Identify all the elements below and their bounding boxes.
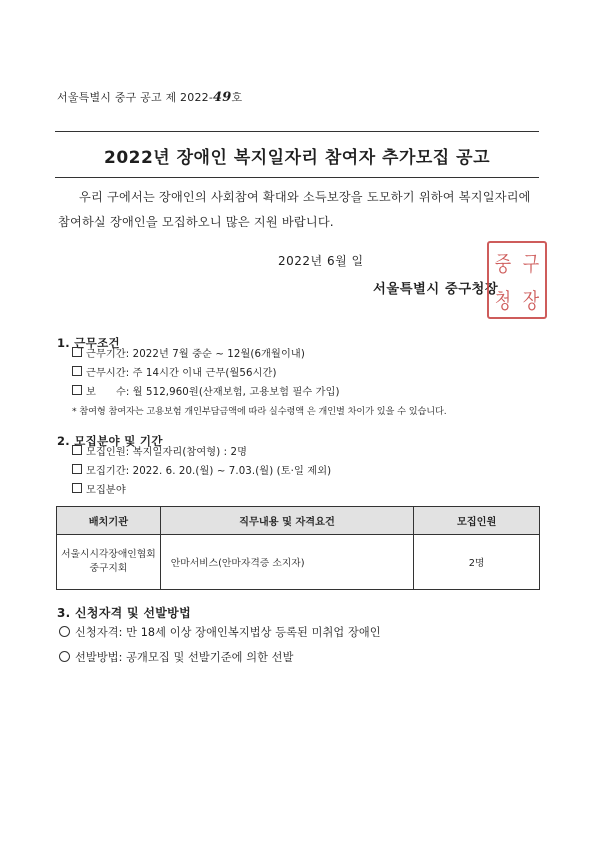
issuer-name: 서울특별시 중구청장 (373, 282, 499, 297)
page-title: 2022년 장애인 복지일자리 참여자 추가모집 공고 (103, 148, 490, 168)
cell-institution: 서울시시각장애인협회 중구지회 (57, 535, 161, 590)
official-seal (487, 241, 547, 319)
list-item: 모집기간: 2022. 6. 20.(월) ~ 7.03.(월) (토·일 제외) (72, 462, 331, 481)
list-item: 모집분야 (72, 481, 331, 500)
list-item: 근무기간: 2022년 7월 중순 ~ 12월(6개월이내) (72, 345, 447, 364)
work-note: * 참여형 참여자는 고용보험 개인부담금액에 따라 실수령액 은 개인별 차이가 있을 수 있습니다. (72, 406, 447, 417)
checkbox-icon (72, 347, 82, 357)
list-item: 근무시간: 주 14시간 이내 근무(월56시간) (72, 364, 447, 383)
title-top-rule (55, 131, 539, 132)
section-recruit-title: 2. 모집분야 및 기간 (57, 434, 163, 448)
table-header-row (57, 507, 540, 535)
table-row (57, 535, 540, 590)
section-recruit-items (72, 443, 331, 500)
checkbox-icon (72, 464, 82, 474)
list-item: 보 수: 월 512,960원(산재보험, 고용보험 필수 가입) (72, 383, 447, 402)
seal-char: 구 (522, 252, 540, 278)
checkbox-icon (72, 483, 82, 493)
notice-number-suffix: 호 (231, 91, 243, 104)
circle-bullet-icon (59, 651, 70, 662)
section-work-items (72, 345, 447, 421)
notice-number (57, 89, 242, 105)
checkbox-icon (72, 366, 82, 376)
recruitment-table (56, 506, 540, 590)
section-eligibility-items (59, 620, 381, 670)
list-item: 신청자격: 만 18세 이상 장애인복지법상 등록된 미취업 장애인 (59, 620, 381, 645)
intro-paragraph: 우리 구에서는 장애인의 사회참여 확대와 소득보장을 도모하기 위하여 복지일자리에 참여하실 장애인을 모집하오니 많은 지원 바랍니다. (58, 190, 531, 229)
seal-char: 장 (522, 289, 540, 315)
checkbox-icon (72, 385, 82, 395)
cell-count: 2명 (414, 535, 540, 590)
header-institution: 배치기관 (57, 507, 161, 535)
section-work-title: 1. 근무조건 (57, 336, 120, 350)
checkbox-icon (72, 445, 82, 455)
notice-number-handwritten: 49 (213, 90, 232, 105)
seal-char: 청 (494, 289, 512, 315)
header-duty: 직무내용 및 자격요건 (160, 507, 413, 535)
circle-bullet-icon (59, 626, 70, 637)
cell-duty: 안마서비스(안마자격증 소지자) (160, 535, 413, 590)
notice-number-prefix: 서울특별시 중구 공고 제 2022- (57, 91, 214, 104)
section-eligibility-title: 3. 신청자격 및 선발방법 (57, 606, 191, 620)
list-item: 모집인원: 복지일자리(참여형) : 2명 (72, 443, 331, 462)
notice-date: 2022년 6월 일 (278, 254, 364, 268)
seal-char: 중 (494, 252, 512, 278)
title-bottom-rule (55, 177, 539, 178)
header-count: 모집인원 (414, 507, 540, 535)
list-item: 선발방법: 공개모집 및 선발기준에 의한 선발 (59, 645, 381, 670)
